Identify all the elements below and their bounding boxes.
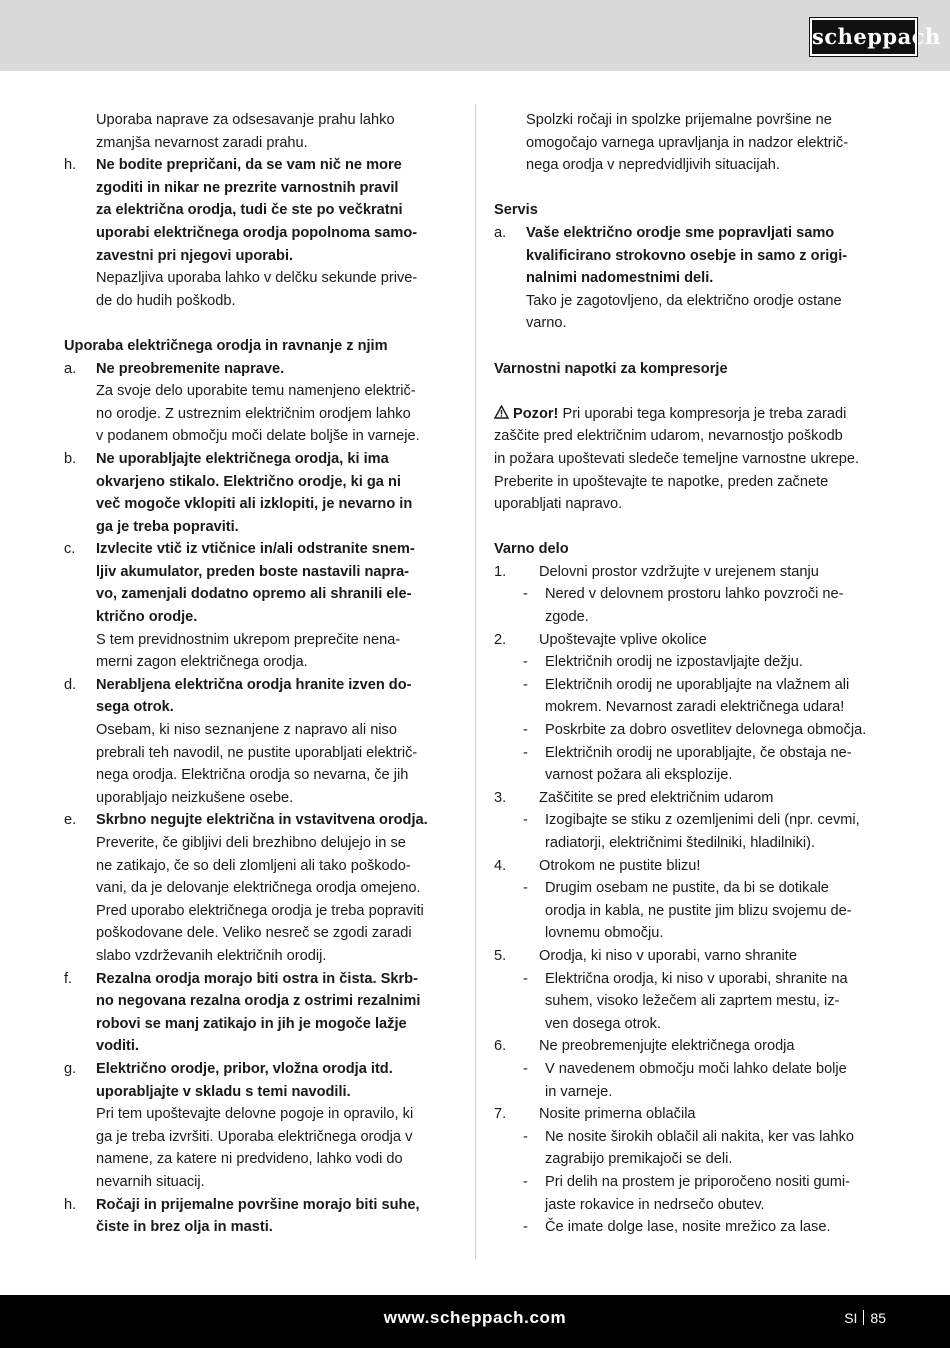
- warning-label: Pozor!: [513, 405, 559, 422]
- dash-item: [494, 809, 886, 854]
- page-number: [844, 1310, 886, 1326]
- text-line: radiatorji, električnimi štedilniki, hladilniki).: [545, 835, 816, 851]
- intro-paragraph: [494, 109, 886, 177]
- page-number-value: 85: [870, 1310, 886, 1326]
- item-number: 6.: [494, 1038, 507, 1055]
- text-line: Pri tem upoštevajte delovne pogoje in opravilo, ki: [96, 1106, 414, 1123]
- text-line: Uporaba naprave za odsesavanje prahu lahko: [96, 112, 395, 128]
- text-line: zagrabijo premikajoči se deli.: [545, 1151, 733, 1168]
- page-header: [0, 0, 950, 71]
- bold-line: ktrično orodje.: [96, 609, 198, 626]
- item-body: [96, 1058, 456, 1194]
- numbered-item: [494, 561, 886, 584]
- bold-line: voditi.: [96, 1038, 139, 1055]
- bold-line: kvalificirano strokovno osebje in samo z origi-: [526, 247, 848, 264]
- item-title: Delovni prostor vzdržujte v urejenem stanju: [539, 563, 819, 580]
- dash-marker: -: [523, 744, 528, 761]
- text-line: Električnih orodij ne uporabljajte, če obstaja ne-: [545, 744, 852, 761]
- item-title: Ne preobremenjujte električnega orodja: [539, 1038, 795, 1055]
- item-marker: g.: [64, 1060, 77, 1077]
- bold-line: več mogoče vklopiti ali izklopiti, je nevarno in: [96, 496, 413, 513]
- text-line: V navedenem območju moči lahko delate bolje: [545, 1060, 847, 1077]
- list-item: [494, 222, 886, 335]
- left-column: [64, 109, 456, 1239]
- dash-body: [545, 674, 886, 719]
- text-line: no orodje. Z ustreznim električnim orodjem lahko: [96, 405, 411, 422]
- text-line: de do hudih poškodb.: [96, 292, 236, 309]
- bold-line: Vaše električno orodje sme popravljati samo: [526, 224, 835, 241]
- compressor-heading: Varnostni napotki za kompresorje: [494, 360, 728, 377]
- column-divider: [475, 104, 476, 1259]
- dash-body: [545, 1126, 886, 1171]
- item-number: 7.: [494, 1106, 507, 1123]
- item-body: [96, 1194, 456, 1239]
- text-line: Pred uporabo električnega orodja je treba popraviti: [96, 902, 424, 919]
- text-line: merni zagon električnega orodja.: [96, 654, 308, 671]
- dash-body: [545, 719, 886, 742]
- spacer: [494, 380, 886, 403]
- item-number: 4.: [494, 857, 507, 874]
- dash-item: [494, 968, 886, 1036]
- dash-item: [494, 877, 886, 945]
- scheppach-logo: scheppach: [810, 18, 917, 56]
- text-line: Nepazljiva uporaba lahko v delčku sekunde prive-: [96, 270, 418, 287]
- item-marker: d.: [64, 676, 77, 693]
- bold-line: Električno orodje, pribor, vložna orodja itd.: [96, 1060, 393, 1077]
- dash-body: [545, 742, 886, 787]
- item-body: [96, 154, 456, 312]
- footer-url[interactable]: www.scheppach.com: [383, 1308, 567, 1327]
- spacer: [64, 312, 456, 335]
- text-line: orodja in kabla, ne pustite jim blizu svojemu de-: [545, 902, 852, 919]
- bold-line: Rezalna orodja morajo biti ostra in čista. Skrb-: [96, 970, 418, 987]
- item-body: [96, 448, 456, 538]
- bold-line: Ne bodite prepričani, da se vam nič ne more: [96, 157, 402, 174]
- list-item-h: [64, 154, 456, 312]
- text-line: Nered v delovnem prostoru lahko povzroči ne-: [545, 586, 844, 603]
- right-column: [494, 109, 886, 1239]
- text-line: Preverite, če gibljivi deli brezhibno delujejo in se: [96, 835, 406, 851]
- text-line: Pri delih na prostem je priporočeno nositi gumi-: [545, 1173, 850, 1190]
- bold-line: nalnimi nadomestnimi deli.: [526, 270, 714, 287]
- item-marker: c.: [64, 541, 76, 558]
- dash-marker: -: [523, 654, 528, 671]
- bold-line: robovi se manj zatikajo in jih je mogoče lažje: [96, 1015, 407, 1032]
- text-line: Električna orodja, ki niso v uporabi, shranite na: [545, 970, 848, 987]
- text-line: nevarnih situacij.: [96, 1173, 205, 1190]
- spacer: [494, 335, 886, 358]
- dash-marker: -: [523, 970, 528, 987]
- item-marker: a.: [64, 360, 77, 377]
- dash-item: [494, 1216, 886, 1239]
- bold-line: zavestni pri njegovi uporabi.: [96, 247, 294, 264]
- list-item: [64, 1194, 456, 1239]
- warning-paragraph: [494, 403, 886, 426]
- item-title: Zaščitite se pred električnim udarom: [539, 789, 774, 806]
- text-line: varnost požara ali eksplozije.: [545, 767, 733, 784]
- dash-marker: -: [523, 1219, 528, 1236]
- bold-line: ljiv akumulator, preden boste nastavili naprа-: [96, 563, 410, 580]
- warning-text: Pri uporabi tega kompresorja je treba zaradi: [558, 405, 847, 422]
- list-item: [64, 448, 456, 538]
- bold-line: Skrbno negujte električna in vstavitvena orodja.: [96, 812, 428, 829]
- item-marker: h.: [64, 1196, 77, 1213]
- language-code: SI: [844, 1310, 858, 1326]
- text-line: varno.: [526, 315, 567, 332]
- text-line: ga je treba izvršiti. Uporaba električnega orodja v: [96, 1128, 413, 1145]
- text-line: Spolzki ročaji in spolzke prijemalne površine ne: [526, 112, 832, 128]
- dash-body: [545, 968, 886, 1036]
- text-line: Tako je zagotovljeno, da električno orodje ostane: [526, 292, 842, 309]
- dash-marker: -: [523, 722, 528, 739]
- text-line: Za svoje delo uporabite temu namenjeno električ-: [96, 383, 416, 400]
- text-line: Osebam, ki niso seznanjene z napravo ali niso: [96, 722, 397, 739]
- dash-marker: -: [523, 586, 528, 603]
- numbered-item: [494, 629, 886, 652]
- bold-line: no negovana rezalna orodja z ostrimi rezalnimi: [96, 993, 421, 1010]
- bold-line: uporabi električnega orodja popolnoma samo-: [96, 224, 418, 241]
- text-line: uporabljajo neizkušene osebe.: [96, 789, 294, 806]
- text-line: Ne nosite širokih oblačil ali nakita, ker vas lahko: [545, 1128, 855, 1145]
- text-line: S tem previdnostnim ukrepom preprečite nena-: [96, 631, 401, 648]
- dash-marker: -: [523, 1173, 528, 1190]
- text-line: Izogibajte se stiku z ozemljenimi deli (npr. cevmi,: [545, 812, 860, 829]
- dash-body: [545, 583, 886, 628]
- text-line: in požara upoštevati sledeče temeljne varnostne ukrepe.: [494, 450, 860, 467]
- item-body: [96, 358, 456, 448]
- bold-line: uporabljajte v skladu s temi navodili.: [96, 1083, 351, 1100]
- page-footer: [0, 1295, 950, 1348]
- text-line: in varneje.: [545, 1083, 613, 1100]
- item-number: 2.: [494, 631, 507, 648]
- text-line: ne zatikajo, če so deli zlomljeni ali tako poškodo-: [96, 857, 411, 874]
- text-line: zaščite pred električnim udarom, nevarnostjo poškodb: [494, 428, 843, 445]
- text-line: nega orodja v nepredvidljivih situacijah.: [526, 157, 780, 174]
- item-title: Upoštevajte vplive okolice: [539, 631, 707, 648]
- bold-line: čiste in brez olja in masti.: [96, 1219, 273, 1236]
- footer-separator: [863, 1310, 864, 1325]
- list-item: [64, 674, 456, 810]
- spacer: [494, 516, 886, 539]
- text-line: suhem, visoko ležečem ali zaprtem mestu, iz-: [545, 993, 840, 1010]
- dash-body: [545, 1058, 886, 1103]
- bold-line: za električna orodja, tudi če ste po večkratni: [96, 202, 403, 219]
- text-line: mokrem. Nevarnost zaradi električnega udara!: [545, 699, 845, 716]
- item-number: 5.: [494, 947, 507, 964]
- bold-line: Ročaji in prijemalne površine morajo biti suhe,: [96, 1196, 420, 1213]
- item-marker: f.: [64, 970, 73, 987]
- dash-item: [494, 651, 886, 674]
- dash-body: [545, 877, 886, 945]
- safe-work-heading: Varno delo: [494, 541, 569, 558]
- dash-item: [494, 674, 886, 719]
- text-line: ven dosega otrok.: [545, 1015, 662, 1032]
- numbered-item: [494, 1035, 886, 1058]
- bold-line: zgoditi in nikar ne prezrite varnostnih pravil: [96, 179, 399, 196]
- item-body: [96, 674, 456, 810]
- text-line: Drugim osebam ne pustite, da bi se dotikale: [545, 880, 829, 897]
- list-item: [64, 809, 456, 967]
- bold-line: Nerabljena električna orodja hranite izven do-: [96, 676, 412, 693]
- bold-line: Izvlecite vtič iz vtičnice in/ali odstranite snem-: [96, 541, 415, 558]
- bold-line: okvarjeno stikalo. Električno orodje, ki ga ni: [96, 473, 401, 490]
- list-item: [64, 358, 456, 448]
- text-line: nega orodja. Električna orodja so nevarna, če jih: [96, 767, 409, 784]
- bold-line: sega otrok.: [96, 699, 174, 716]
- dash-item: [494, 742, 886, 787]
- numbered-item: [494, 855, 886, 878]
- bold-line: vo, zamenjali dodatno opremo ali shranili ele-: [96, 586, 412, 603]
- text-line: namene, za katere ni predvideno, lahko vodi do: [96, 1151, 403, 1168]
- dash-body: [545, 809, 886, 854]
- intro-paragraph: [64, 109, 456, 154]
- spacer: [494, 177, 886, 200]
- text-line: Če imate dolge lase, nosite mrežico za lase.: [545, 1219, 831, 1236]
- dash-item: [494, 1171, 886, 1216]
- text-line: slabo vzdrževanih električnih orodij.: [96, 947, 327, 964]
- dash-marker: -: [523, 1060, 528, 1077]
- bold-line: Ne uporabljajte električnega orodja, ki ima: [96, 450, 389, 467]
- item-marker: b.: [64, 450, 77, 467]
- numbered-item: [494, 787, 886, 810]
- text-line: v podanem območju moči delate boljše in varneje.: [96, 428, 420, 445]
- item-marker: e.: [64, 812, 77, 829]
- dash-body: [545, 1216, 886, 1239]
- item-title: Nosite primerna oblačila: [539, 1106, 696, 1123]
- item-marker: a.: [494, 224, 507, 241]
- dash-marker: -: [523, 676, 528, 693]
- numbered-item: [494, 1103, 886, 1126]
- list-item: [64, 968, 456, 1058]
- section-heading: Uporaba električnega orodja in ravnanje z njim: [64, 337, 388, 354]
- bold-line: Ne preobremenite naprave.: [96, 360, 285, 377]
- text-line: prebrali teh navodil, ne pustite uporabljati električ-: [96, 744, 418, 761]
- list-item: [64, 1058, 456, 1194]
- item-body: [526, 222, 886, 335]
- dash-item: [494, 1058, 886, 1103]
- text-line: omogočajo varnega upravljanja in nadzor električ-: [526, 134, 849, 151]
- text-line: uporabljati napravo.: [494, 496, 623, 513]
- bold-line: ga je treba popraviti.: [96, 518, 239, 535]
- item-number: 3.: [494, 789, 507, 806]
- dash-body: [545, 1171, 886, 1216]
- text-line: Električnih orodij ne izpostavljajte dežju.: [545, 654, 803, 671]
- text-line: vani, da je delovanje električnega orodja omejeno.: [96, 880, 421, 897]
- text-line: Poskrbite za dobro osvetlitev delovnega območja.: [545, 722, 867, 739]
- item-marker: h.: [64, 157, 77, 174]
- warning-triangle-icon: [494, 405, 509, 419]
- text-line: poškodovane dele. Veliko nesreč se zgodi zaradi: [96, 925, 412, 942]
- item-body: [96, 809, 456, 967]
- list-item: [64, 538, 456, 674]
- text-line: Preberite in upoštevajte te napotke, preden začnete: [494, 473, 829, 490]
- text-line: zmanjša nevarnost zaradi prahu.: [96, 134, 308, 151]
- text-line: Električnih orodij ne uporabljajte na vlažnem ali: [545, 676, 850, 693]
- item-body: [96, 538, 456, 674]
- item-number: 1.: [494, 563, 507, 580]
- servis-heading: Servis: [494, 202, 538, 219]
- dash-item: [494, 719, 886, 742]
- item-title: Otrokom ne pustite blizu!: [539, 857, 701, 874]
- numbered-item: [494, 945, 886, 968]
- dash-marker: -: [523, 1128, 528, 1145]
- dash-marker: -: [523, 880, 528, 897]
- text-line: jaste rokavice in nedrsečo obutev.: [545, 1196, 765, 1213]
- dash-item: [494, 583, 886, 628]
- item-body: [96, 968, 456, 1058]
- dash-marker: -: [523, 812, 528, 829]
- text-line: zgode.: [545, 609, 589, 626]
- dash-body: [545, 651, 886, 674]
- dash-item: [494, 1126, 886, 1171]
- text-line: lovnemu območju.: [545, 925, 664, 942]
- item-title: Orodja, ki niso v uporabi, varno shranite: [539, 947, 797, 964]
